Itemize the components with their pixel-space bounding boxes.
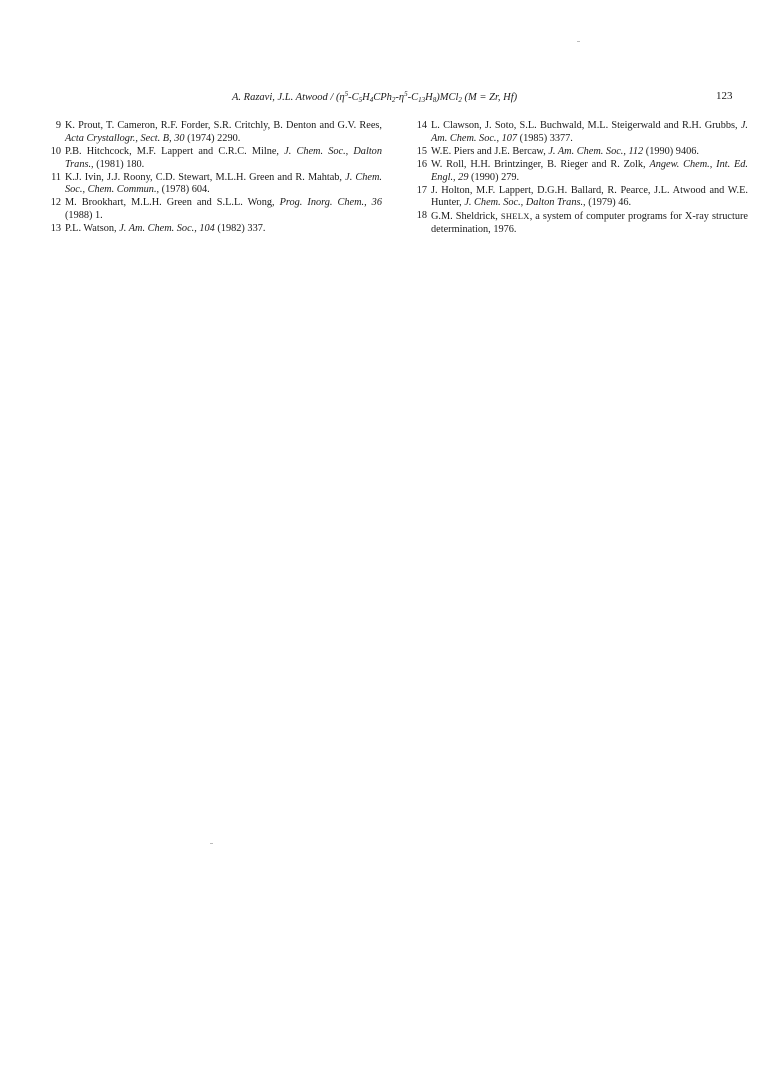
scan-speck — [577, 41, 580, 42]
reference-number: 11 — [51, 171, 61, 183]
reference-item: 14 L. Clawson, J. Soto, S.L. Buchwald, M.L. Steigerwald and R.H. Grubbs, J. Am. Chem. Soc., 107 (1985) 3377. — [414, 120, 748, 145]
reference-number: 10 — [50, 145, 61, 157]
reference-item: 17 J. Holton, M.F. Lappert, D.G.H. Ballard, R. Pearce, J.L. Atwood and W.E. Hunter, J. Chem. Soc., Dalton Trans., (1979) 46. — [414, 185, 748, 210]
running-head — [0, 90, 783, 106]
reference-item: 11 K.J. Ivin, J.J. Roony, C.D. Stewart, M.L.H. Green and R. Mahtab, J. Chem. Soc., Chem. Commun., (1978) 604. — [48, 172, 382, 197]
reference-number: 9 — [55, 120, 61, 131]
reference-number: 12 — [50, 197, 61, 209]
reference-number: 16 — [416, 158, 427, 170]
reference-item: 10 P.B. Hitchcock, M.F. Lappert and C.R.C. Milne, J. Chem. Soc., Dalton Trans., (1981) 180. — [48, 146, 382, 171]
running-head-title: A. Razavi, J.L. Atwood / $(\eta^5-C_5H_4CPh_2-\eta^5-C_{13}H_8)MCl_2$ (M = Zr, Hf) — [232, 90, 518, 104]
reference-number: 15 — [416, 145, 427, 157]
scan-speck — [210, 843, 213, 844]
reference-item: 13 P.L. Watson, J. Am. Chem. Soc., 104 (1982) 337. — [48, 223, 382, 236]
reference-item: 9 K. Prout, T. Cameron, R.F. Forder, S.R. Critchly, B. Denton and G.V. Rees, Acta Crystallogr., Sect. B, 30 (1974) 2290. — [48, 120, 382, 145]
reference-number: 13 — [50, 223, 61, 235]
reference-item: 15 W.E. Piers and J.E. Bercaw, J. Am. Chem. Soc., 112 (1990) 9406. — [414, 146, 748, 159]
page-number: 123 — [716, 90, 733, 102]
reference-item: 16 W. Roll, H.H. Brintzinger, B. Rieger and R. Zolk, Angew. Chem., Int. Ed. Engl., 29 (1990) 279. — [414, 159, 748, 184]
reference-number: 18 — [416, 210, 427, 222]
reference-number: 14 — [416, 120, 427, 131]
references-left-column — [48, 120, 382, 236]
reference-item: 12 M. Brookhart, M.L.H. Green and S.L.L. Wong, Prog. Inorg. Chem., 36 (1988) 1. — [48, 197, 382, 222]
reference-item: 18 G.M. Sheldrick, SHELX, a system of computer programs for X-ray structure determination, 1976. — [414, 210, 748, 236]
reference-number: 17 — [416, 184, 427, 196]
references-right-column — [414, 120, 748, 237]
